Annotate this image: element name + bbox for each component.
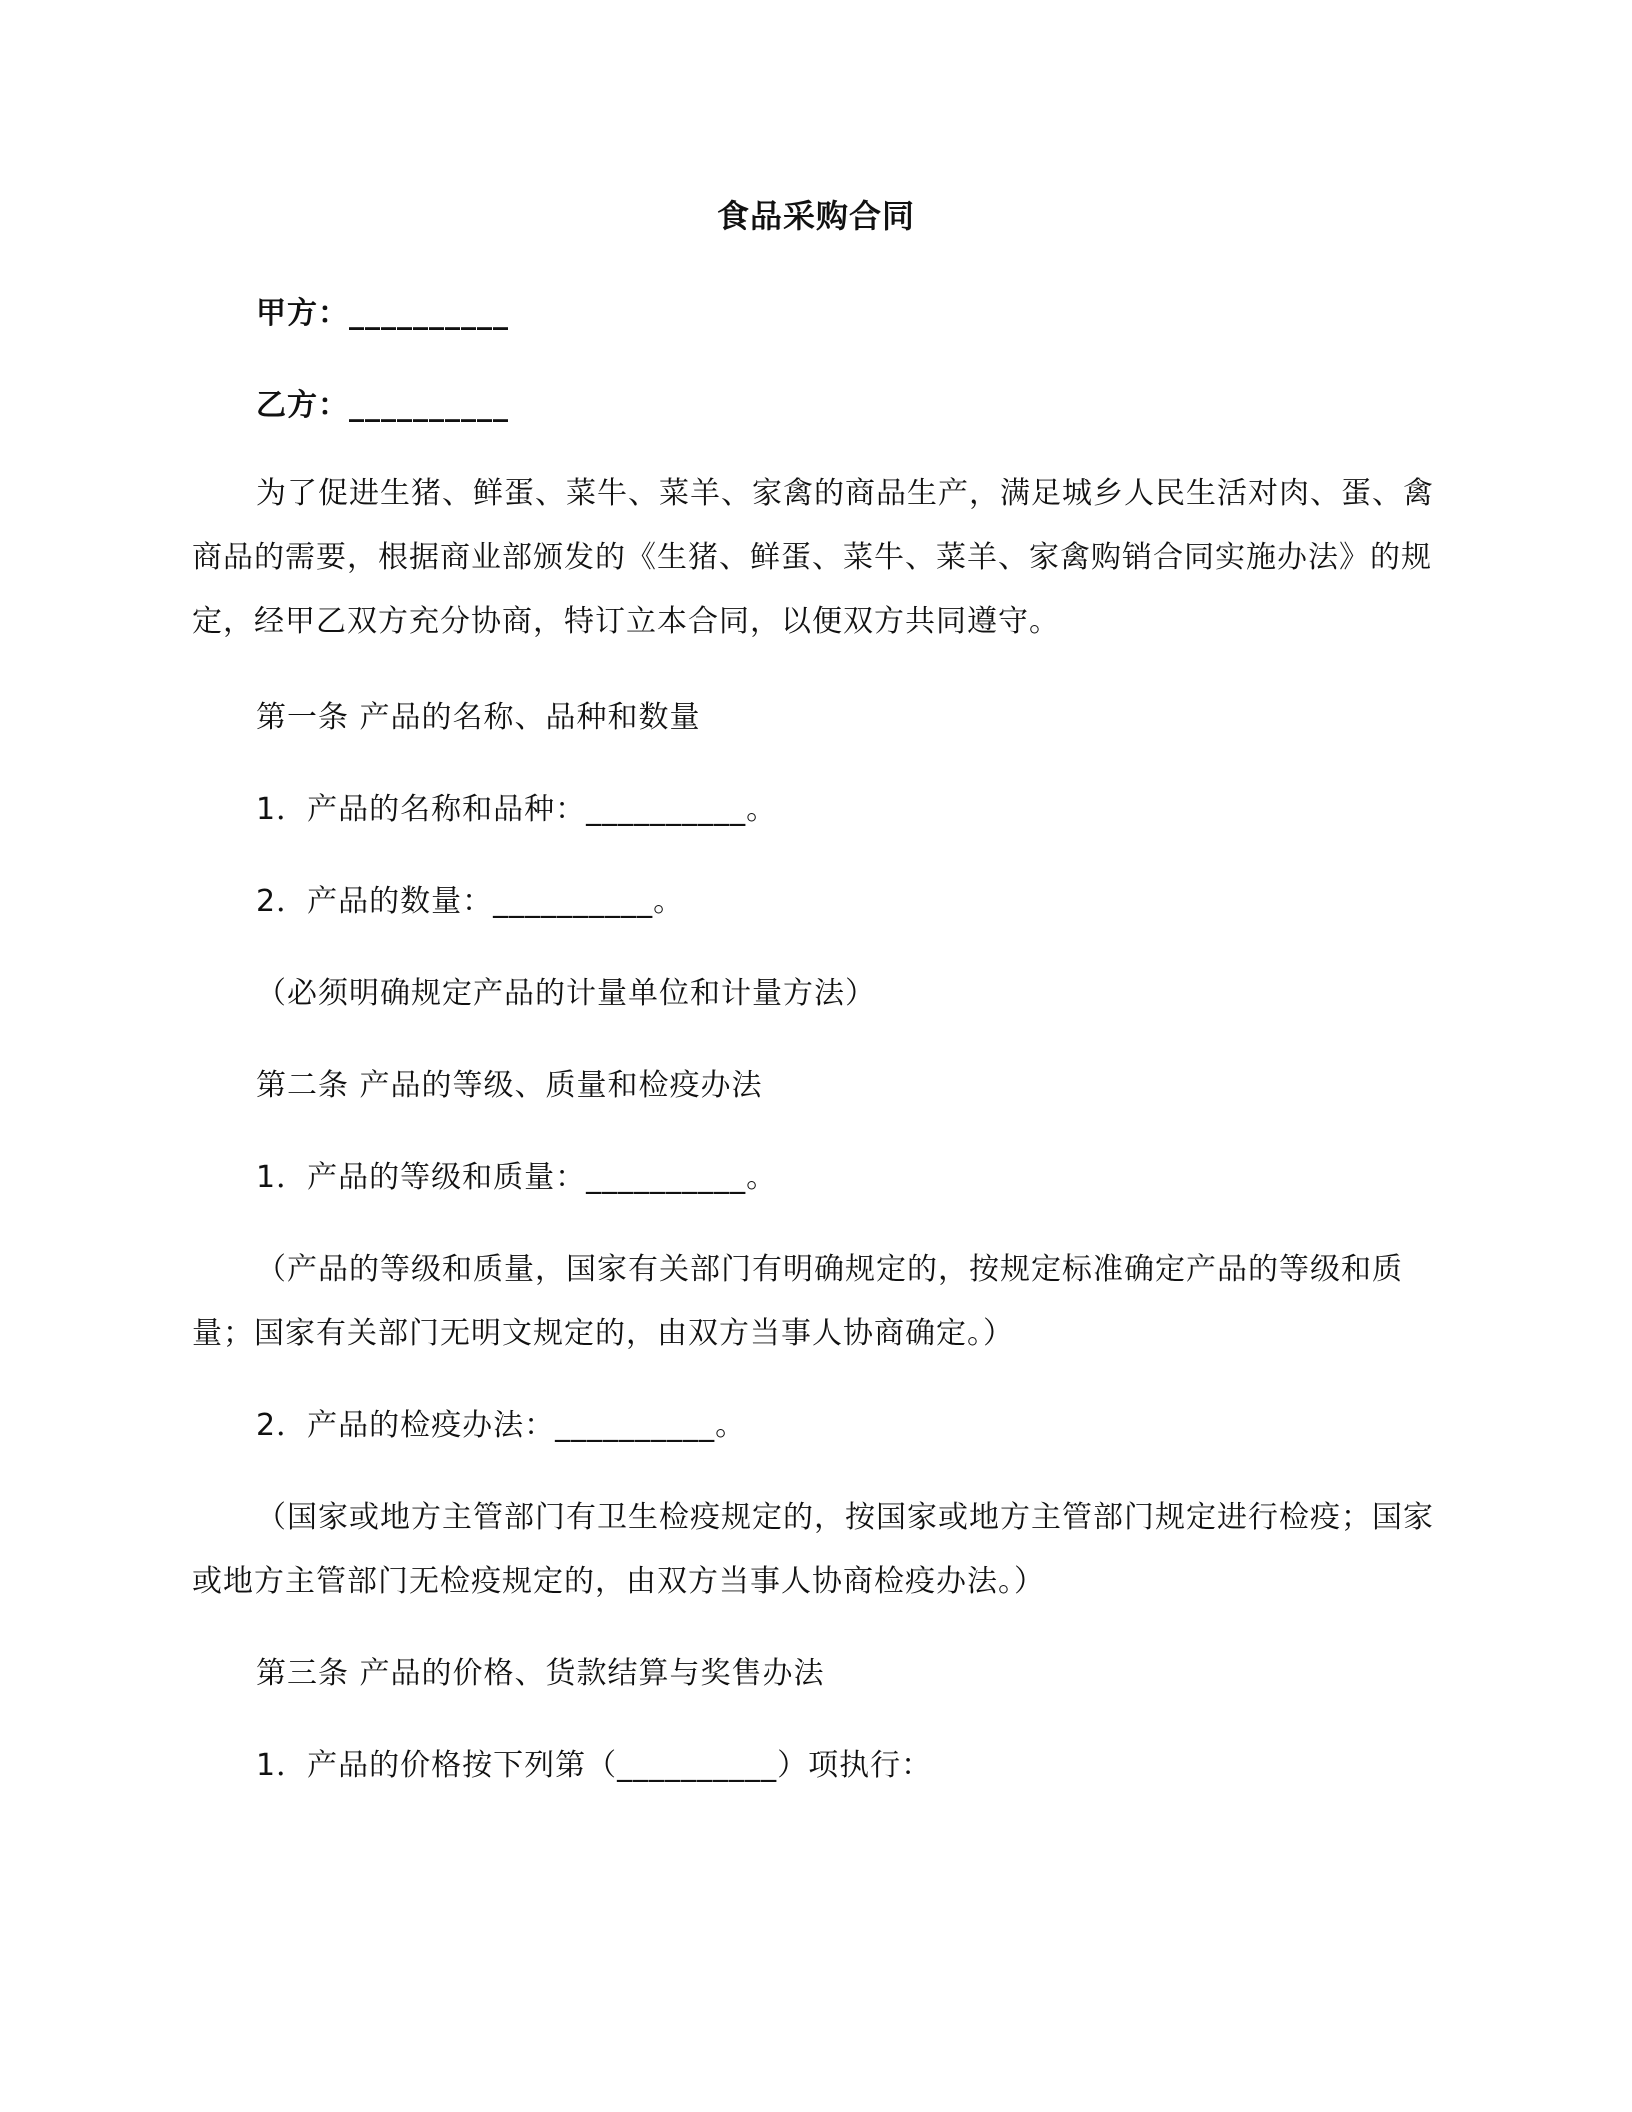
article-2-heading: 第二条 产品的等级、质量和检疫办法	[256, 1068, 763, 1103]
article-2-note-2: （国家或地方主管部门有卫生检疫规定的，按国家或地方主管部门规定进行检疫；国家或地方主管部门无检疫规定的，由双方当事人协商检疫办法。）	[192, 1500, 1434, 1599]
article-2-note-1: （产品的等级和质量，国家有关部门有明确规定的，按规定标准确定产品的等级和质量；国家有关部门无明文规定的，由双方当事人协商确定。）	[192, 1252, 1403, 1351]
article-2-item-1: 1．产品的等级和质量：__________。	[256, 1160, 778, 1195]
article-3-heading: 第三条 产品的价格、货款结算与奖售办法	[256, 1656, 825, 1691]
article-2-item-2: 2．产品的检疫办法：__________。	[256, 1408, 747, 1443]
article-1-heading: 第一条 产品的名称、品种和数量	[256, 700, 701, 735]
article-1-item-1: 1．产品的名称和品种：__________。	[256, 792, 778, 827]
article-3-item-1: 1．产品的价格按下列第（__________）项执行：	[256, 1748, 933, 1783]
party-b-line: 乙方：__________	[256, 388, 509, 423]
article-1-note: （必须明确规定产品的计量单位和计量方法）	[256, 976, 876, 1011]
preamble-paragraph: 为了促进生猪、鲜蛋、菜牛、菜羊、家禽的商品生产，满足城乡人民生活对肉、蛋、禽商品的需要，根据商业部颁发的《生猪、鲜蛋、菜牛、菜羊、家禽购销合同实施办法》的规定，经甲乙双方充分协商，特订立本合同，以便双方共同遵守。	[192, 476, 1434, 639]
party-a-line: 甲方：__________	[256, 296, 509, 331]
article-1-item-2: 2．产品的数量：__________。	[256, 884, 685, 919]
document-title: 食品采购合同	[716, 197, 915, 235]
